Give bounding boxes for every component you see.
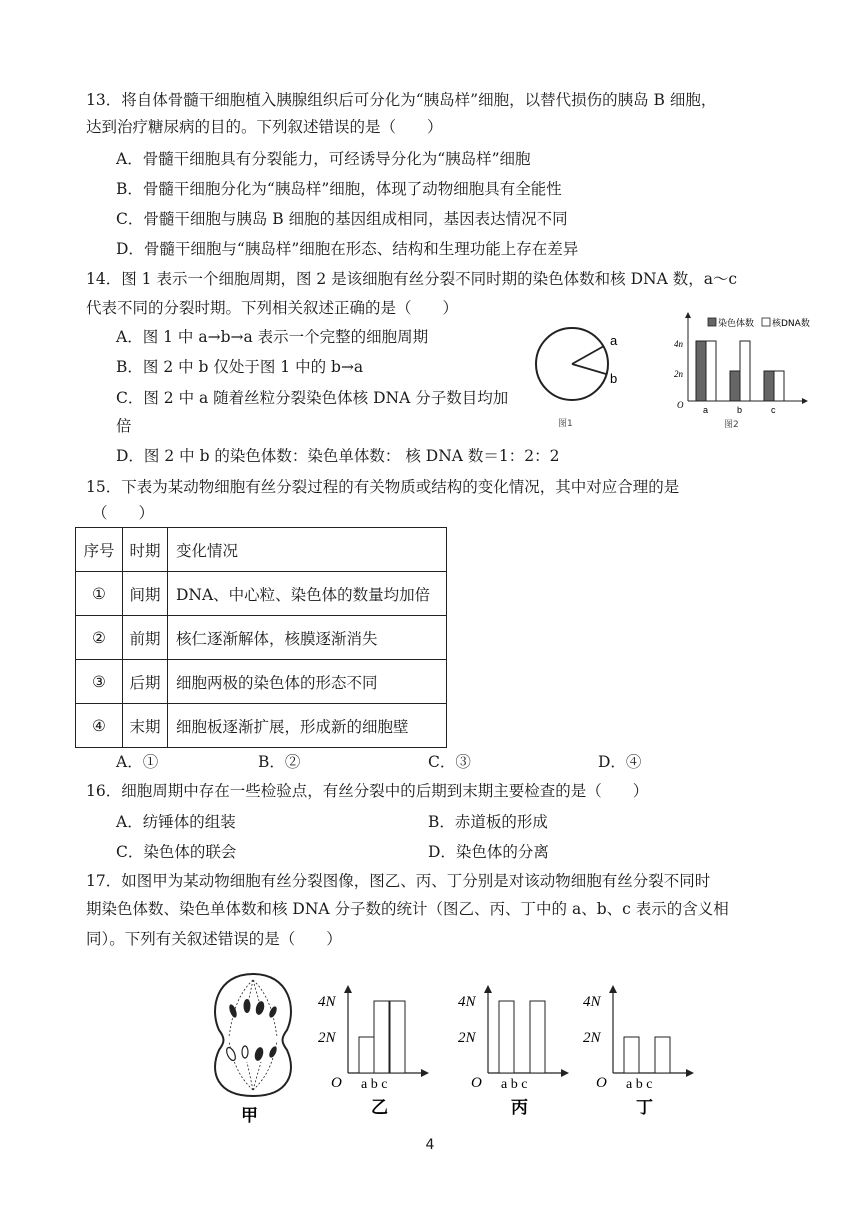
fig1-label-b: b: [610, 371, 618, 386]
q15-option-b: B．②: [258, 753, 301, 771]
q14-option-c-cont: 倍: [116, 417, 132, 435]
bar-a: [499, 1001, 514, 1073]
bar-dna-b: [740, 341, 750, 401]
fig2-ytick-2n: 2n: [674, 369, 683, 379]
table-cell: ①: [76, 572, 123, 616]
chart-caption: 丁: [636, 1098, 653, 1118]
bar-a: [359, 1037, 374, 1073]
x-labels: a b c: [501, 1077, 528, 1092]
ytick-2n: 2N: [458, 1030, 476, 1046]
q14-option-d: D．图 2 中 b 的染色体数：染色单体数： 核 DNA 数＝1：2：2: [116, 447, 560, 465]
fig1-label-a: a: [610, 333, 618, 348]
q14-option-a: A．图 1 中 a→b→a 表示一个完整的细胞周期: [116, 328, 429, 346]
chart-caption: 丙: [511, 1098, 528, 1118]
x-labels: a b c: [361, 1077, 388, 1092]
table-header-cell: 序号: [76, 528, 123, 572]
table-header-cell: 时期: [123, 528, 168, 572]
ytick-4n: 4N: [318, 994, 336, 1010]
bar-c: [655, 1037, 670, 1073]
fig2-origin: O: [677, 400, 684, 410]
legend-swatch-chromosome: [708, 318, 716, 326]
table-cell: DNA、中心粒、染色体的数量均加倍: [168, 572, 447, 616]
q14-figure2-chart: [672, 312, 822, 437]
q16-option-a: A．纺锤体的组装: [116, 813, 236, 831]
q15-option-a: A．①: [116, 753, 159, 771]
q17-stem-line1: 17．如图甲为某动物细胞有丝分裂图像，图乙、丙、丁分别是对该动物细胞有丝分裂不同时: [86, 872, 711, 890]
q15-option-d: D．④: [598, 753, 642, 771]
table-header-cell: 变化情况: [168, 528, 447, 572]
q16-option-b: B．赤道板的形成: [428, 813, 548, 831]
table-row: [76, 572, 447, 616]
fig2-x-arrow: [802, 398, 808, 404]
bar-chart-yi: [315, 985, 435, 1120]
origin-label: O: [596, 1075, 607, 1091]
ytick-4n: 4N: [458, 994, 476, 1010]
table-header-row: [76, 528, 447, 572]
q13-stem-line1: 13．将自体骨髓干细胞植入胰腺组织后可分化为“胰岛样”细胞，以替代损伤的胰岛 B 细胞，: [86, 91, 717, 109]
ytick-2n: 2N: [583, 1030, 601, 1046]
q15-table: [75, 527, 447, 748]
q13-option-c: C．骨髓干细胞与胰岛 B 细胞的基因组成相同，基因表达情况不同: [116, 210, 568, 228]
table-cell: ②: [76, 616, 123, 660]
q16-option-c: C．染色体的联会: [116, 843, 237, 861]
fig2-caption: 图2: [724, 420, 739, 430]
cell-outline: [215, 974, 291, 1096]
table-cell: ③: [76, 660, 123, 704]
cell-division-figure: [203, 968, 303, 1128]
fig1-caption: 图1: [558, 419, 573, 429]
x-labels: a b c: [626, 1077, 653, 1092]
bar-chart-bing: [455, 985, 575, 1120]
fig2-cat-b: b: [737, 405, 743, 415]
q14-stem-line1: 14．图 1 表示一个细胞周期，图 2 是该细胞有丝分裂不同时期的染色体数和核 DNA 数，a～c: [86, 270, 738, 288]
q14-option-b: B．图 2 中 b 仅处于图 1 中的 b→a: [116, 358, 364, 376]
bar-dna-a: [706, 341, 716, 401]
q14-option-c: C．图 2 中 a 随着丝粒分裂染色体核 DNA 分子数目均加: [116, 389, 509, 407]
bar-dna-c: [774, 371, 784, 401]
q17-stem-line2: 期染色体数、染色单体数和核 DNA 分子数的统计（图乙、丙、丁中的 a、b、c 表示的含义相: [86, 900, 729, 918]
table-cell: 前期: [123, 616, 168, 660]
q15-stem-line2: （ ）: [92, 504, 155, 522]
bar-chart-ding: [580, 985, 700, 1120]
radius-line-b: [572, 364, 606, 374]
chromosomes-top: [228, 999, 278, 1019]
q15-stem-line1: 15．下表为某动物细胞有丝分裂过程的有关物质或结构的变化情况，其中对应合理的是: [86, 478, 680, 496]
q13-option-b: B．骨髓干细胞分化为“胰岛样”细胞，体现了动物细胞具有全能性: [116, 180, 562, 198]
q14-stem-line2: 代表不同的分裂时期。下列相关叙述正确的是（ ）: [86, 299, 459, 317]
legend-label-dna: 核DNA数: [772, 319, 810, 329]
table-cell: 间期: [123, 572, 168, 616]
figure-caption-jia: 甲: [241, 1106, 258, 1126]
radius-line-a: [572, 346, 604, 364]
bar-chromosome-a: [696, 341, 706, 401]
bar-c: [390, 1001, 405, 1073]
q13-option-d: D．骨髓干细胞与“胰岛样”细胞在形态、结构和生理功能上存在差异: [116, 240, 579, 258]
chromosomes-bottom-dark: [253, 1045, 278, 1062]
q13-option-a: A．骨髓干细胞具有分裂能力，可经诱导分化为“胰岛样”细胞: [116, 150, 531, 168]
q15-option-c: C．③: [428, 753, 471, 771]
legend-label-chromosome: 染色体数: [718, 319, 755, 329]
q16-stem: 16．细胞周期中存在一些检验点，有丝分裂中的后期到末期主要检查的是（ ）: [86, 782, 649, 800]
fig2-y-arrow: [685, 312, 691, 318]
table-row: [76, 660, 447, 704]
bar-c: [530, 1001, 545, 1073]
q13-stem-line2: 达到治疗糖尿病的目的。下列叙述错误的是（ ）: [86, 118, 443, 136]
page-number: 4: [425, 1137, 435, 1153]
fig2-ytick-4n: 4n: [674, 339, 683, 349]
bar-chromosome-c: [764, 371, 774, 401]
q14-figure1: [528, 318, 628, 433]
table-cell: 细胞两极的染色体的形态不同: [168, 660, 447, 704]
bar-chromosome-b: [730, 371, 740, 401]
table-cell: 末期: [123, 704, 168, 748]
origin-label: O: [471, 1075, 482, 1091]
spindle-fibers: [229, 980, 277, 1090]
q17-stem-line3: 同）。下列有关叙述错误的是（ ）: [86, 930, 342, 948]
chromosomes-bottom: [225, 1046, 248, 1062]
table-row: [76, 616, 447, 660]
chart-caption: 乙: [371, 1098, 388, 1118]
table-cell: 核仁逐渐解体，核膜逐渐消失: [168, 616, 447, 660]
ytick-4n: 4N: [583, 994, 601, 1010]
table-cell: ④: [76, 704, 123, 748]
table-cell: 后期: [123, 660, 168, 704]
q16-option-d: D．染色体的分离: [428, 843, 549, 861]
table-row: [76, 704, 447, 748]
fig2-cat-c: c: [771, 405, 776, 415]
bar-a: [624, 1037, 639, 1073]
legend-swatch-dna: [762, 318, 770, 326]
table-cell: 细胞板逐渐扩展，形成新的细胞壁: [168, 704, 447, 748]
bar-b: [374, 1001, 389, 1073]
ytick-2n: 2N: [318, 1030, 336, 1046]
origin-label: O: [331, 1075, 342, 1091]
fig2-cat-a: a: [703, 405, 709, 415]
